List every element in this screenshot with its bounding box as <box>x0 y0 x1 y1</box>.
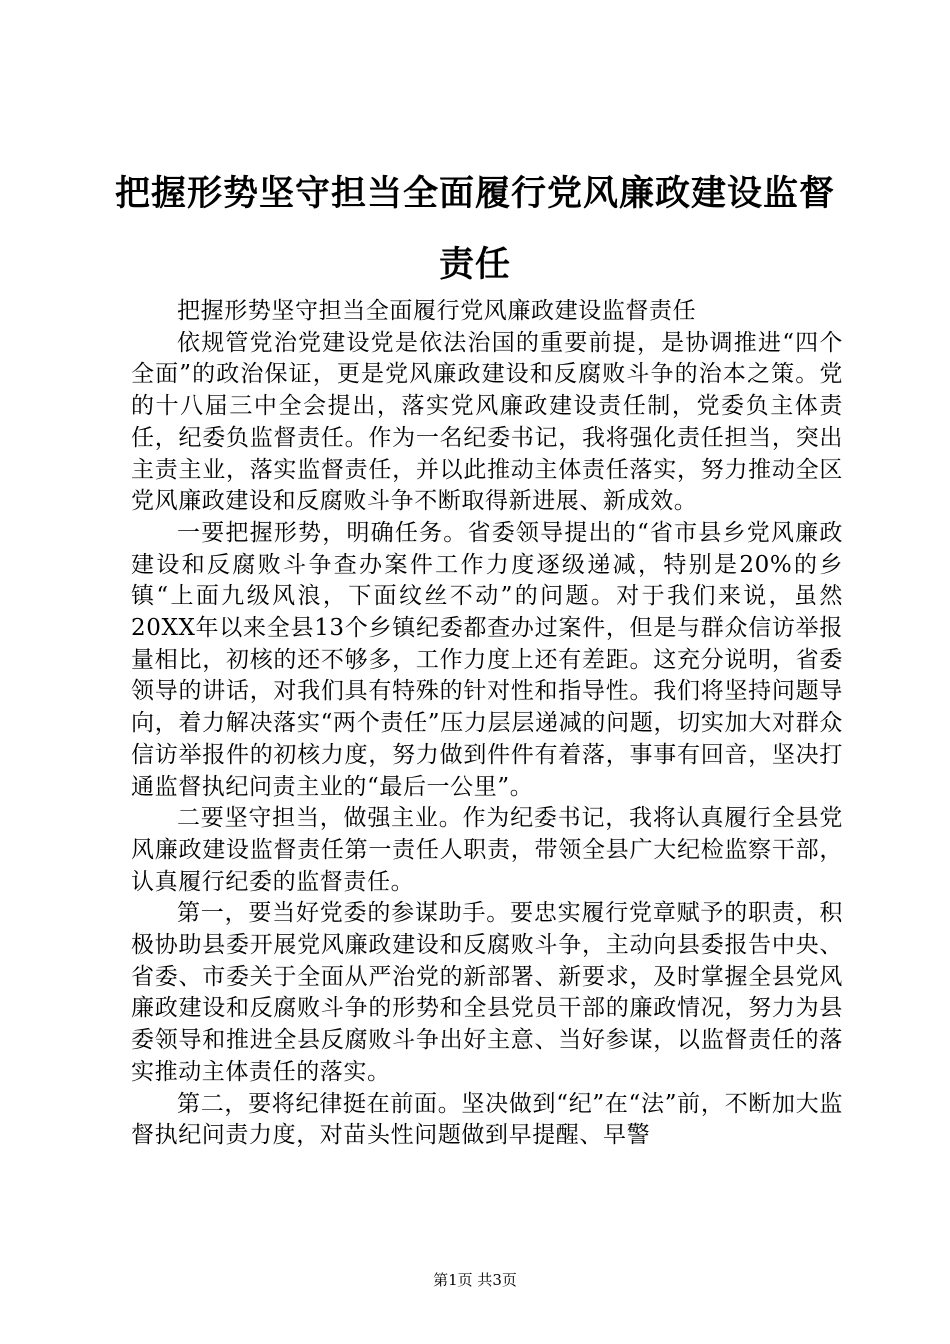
paragraph-first-point: 第一，要当好党委的参谋助手。要忠实履行党章赋予的职责，积极协助县委开展党风廉政建设和反腐败斗争，主动向县委报告中央、省委、市委关于全面从严治党的新部署、新要求，及时掌握全县党风廉政建设和反腐败斗争的形势和全县党员干部的廉政情况，努力为县委领导和推进全县反腐败斗争出好主意、当好参谋，以监督责任的落实推动主体责任的落实。 <box>131 900 843 1085</box>
paragraph-second-point: 第二，要将纪律挺在前面。坚决做到“纪”在“法”前，不断加大监督执纪问责力度，对苗头性问题做到早提醒、早警 <box>131 1090 843 1149</box>
paragraph-intro: 依规管党治党建设党是依法治国的重要前提，是协调推进“四个全面”的政治保证，更是党风廉政建设和反腐败斗争的治本之策。党的十八届三中全会提出，落实党风廉政建设责任制，党委负主体责任，纪委负监督责任。作为一名纪委书记，我将强化责任担当，突出主责主业，落实监督责任，并以此推动主体责任落实，努力推动全区党风廉政建设和反腐败斗争不断取得新进展、新成效。 <box>131 329 843 515</box>
paragraph-subtitle: 把握形势坚守担当全面履行党风廉政建设监督责任 <box>177 298 697 324</box>
page-number-footer: 第1页 共3页 <box>433 1271 517 1289</box>
paragraph-grasp-situation: 一要把握形势，明确任务。省委领导提出的“省市县乡党风廉政建设和反腐败斗争查办案件工作力度逐级递减，特别是20%的乡镇“上面九级风浪，下面纹丝不动”的问题。对于我们来说，虽然20XX年以来全县13个乡镇纪委都查办过案件，但是与群众信访举报量相比，初核的还不够多，工作力度上还有差距。这充分说明，省委领导的讲话，对我们具有特殊的针对性和指导性。我们将坚持问题导向，着力解决落实“两个责任”压力层层递减的问题，切实加大对群众信访举报件的初核力度，努力做到件件有着落，事事有回音，坚决打通监督执纪问责主业的“最后一公里”。 <box>131 519 843 800</box>
document-title: 把握形势坚守担当全面履行党风廉政建设监督责任 <box>114 173 835 285</box>
paragraph-hold-responsibility: 二要坚守担当，做强主业。作为纪委书记，我将认真履行全县党风廉政建设监督责任第一责任人职责，带领全县广大纪检监察干部，认真履行纪委的监督责任。 <box>131 805 843 895</box>
document-body <box>131 296 843 1152</box>
